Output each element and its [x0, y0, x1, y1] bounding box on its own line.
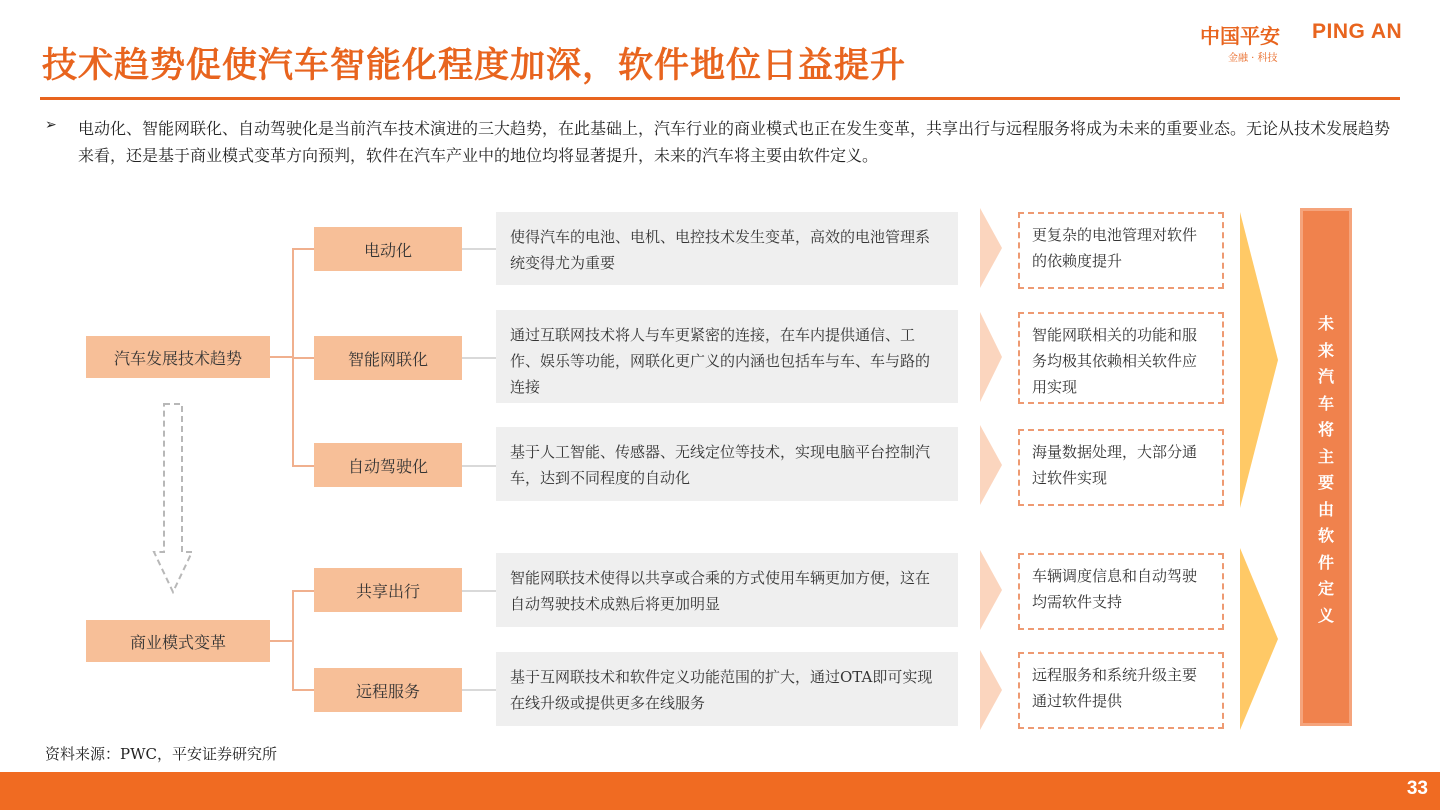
result-electrification: 更复杂的电池管理对软件的依赖度提升	[1018, 212, 1224, 289]
connector	[462, 248, 496, 250]
conclusion-char: 来	[1317, 340, 1334, 360]
conclusion-char: 由	[1317, 499, 1334, 519]
page-number: 33	[1406, 778, 1428, 799]
label-electrification: 电动化	[314, 227, 462, 271]
page-title: 技术趋势促使汽车智能化程度加深，软件地位日益提升	[42, 46, 907, 86]
footer-bar	[0, 772, 1440, 810]
chevron-right-icon	[980, 425, 1002, 505]
conclusion-char: 未	[1317, 314, 1334, 333]
conclusion-box	[1300, 208, 1352, 726]
connector	[292, 357, 314, 359]
desc-shared-mobility: 智能网联技术使得以共享或合乘的方式使用车辆更加方便，这在自动驾驶技术成熟后将更加明显	[496, 553, 958, 627]
connector	[462, 357, 496, 359]
result-connected: 智能网联相关的功能和服务均极其依赖相关软件应用实现	[1018, 312, 1224, 404]
root-tech-trend: 汽车发展技术趋势	[86, 336, 270, 378]
conclusion-char: 定	[1317, 579, 1334, 598]
conclusion-char: 软	[1317, 526, 1334, 545]
desc-connected: 通过互联网技术将人与车更紧密的连接，在车内提供通信、工作、娱乐等功能，网联化更广义的内涵也包括车与车、车与路的连接	[496, 310, 958, 403]
connector	[462, 689, 496, 691]
bullet-arrow-icon: ➢	[45, 117, 57, 133]
chevron-right-icon	[980, 550, 1002, 630]
label-autonomous: 自动驾驶化	[314, 443, 462, 487]
conclusion-char: 要	[1317, 473, 1334, 492]
connector	[270, 356, 294, 358]
label-connected: 智能网联化	[314, 336, 462, 380]
large-arrow-icon	[1240, 548, 1278, 730]
conclusion-char: 汽	[1317, 367, 1334, 386]
connector	[292, 248, 314, 250]
connector	[462, 590, 496, 592]
connector	[270, 640, 294, 642]
conclusion-char: 车	[1317, 393, 1334, 413]
result-remote-service: 远程服务和系统升级主要通过软件提供	[1018, 652, 1224, 729]
connector	[292, 590, 314, 592]
logo-en: PING AN	[1312, 20, 1403, 43]
chevron-right-icon	[980, 312, 1002, 402]
conclusion-text	[1318, 311, 1334, 629]
conclusion-char: 主	[1317, 446, 1334, 466]
logo-sub: 金融 · 科技	[1228, 53, 1278, 64]
connector	[292, 465, 314, 467]
source-note: 资料来源：PWC，平安证券研究所	[45, 745, 277, 763]
desc-electrification: 使得汽车的电池、电机、电控技术发生变革，高效的电池管理系统变得尤为重要	[496, 212, 958, 285]
down-arrow-icon	[152, 402, 194, 594]
label-shared-mobility: 共享出行	[314, 568, 462, 612]
intro-paragraph: 电动化、智能网联化、自动驾驶化是当前汽车技术演进的三大趋势，在此基础上，汽车行业的商业模式也正在发生变革，共享出行与远程服务将成为未来的重要业态。无论从技术发展趋势来看，还是基于商业模式变革方向预判，软件在汽车产业中的地位均将显著提升，未来的汽车将主要由软件定义。	[78, 119, 1391, 165]
title-divider	[40, 97, 1400, 100]
connector	[462, 465, 496, 467]
desc-remote-service: 基于互网联技术和软件定义功能范围的扩大，通过OTA即可实现在线升级或提供更多在线服务	[496, 652, 958, 726]
chevron-right-icon	[980, 208, 1002, 288]
conclusion-char: 件	[1317, 552, 1334, 572]
label-remote-service: 远程服务	[314, 668, 462, 712]
result-autonomous: 海量数据处理，大部分通过软件实现	[1018, 429, 1224, 506]
large-arrow-icon	[1240, 212, 1278, 508]
connector	[292, 590, 294, 690]
conclusion-char: 义	[1317, 605, 1334, 625]
connector	[292, 689, 314, 691]
result-shared-mobility: 车辆调度信息和自动驾驶均需软件支持	[1018, 553, 1224, 630]
chevron-right-icon	[980, 650, 1002, 730]
pingan-logo	[1200, 20, 1425, 64]
desc-autonomous: 基于人工智能、传感器、无线定位等技术，实现电脑平台控制汽车，达到不同程度的自动化	[496, 427, 958, 501]
root-business-model: 商业模式变革	[86, 620, 270, 662]
conclusion-char: 将	[1317, 420, 1334, 439]
logo-cn: 中国平安	[1200, 24, 1280, 48]
